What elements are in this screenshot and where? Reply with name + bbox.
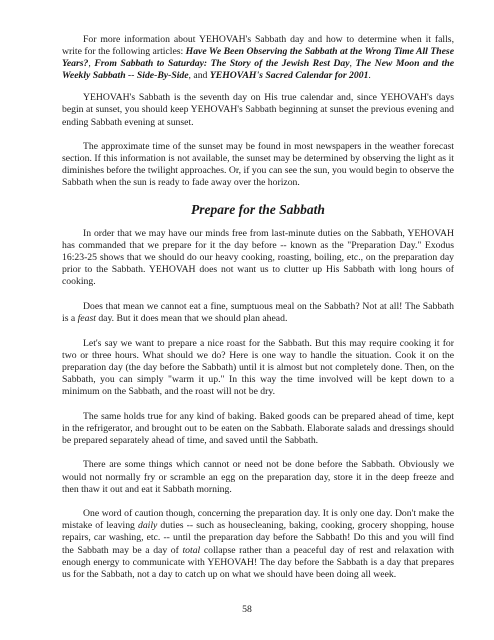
separator: , and <box>188 70 210 82</box>
separator: , <box>88 58 95 70</box>
article-title: Have We Been Observing the Sabbath at the Wrong Time All These Years? <box>62 46 455 70</box>
text: For more information about YEHOVAH's Sabbath day and how to determine when it falls, write for the following articles: <box>62 34 454 58</box>
article-title: The New Moon and the Weekly Sabbath -- Side-By-Side <box>62 58 455 82</box>
paragraph-roast: Let's say we want to prepare a nice roast for the Sabbath. But this may require cooking it for two or three hours. What should we do? Here is one way to handle the situation. Cook it on the preparation day (the day before the Sabbath) until it is almost but not completely done. Then, on the Sabbath, you can simply "warm it up." In this way the time involved will be kept down to a minimum on the Sabbath, and the roast will not be dry. <box>62 337 454 398</box>
text: day. But it does mean that we should plan ahead. <box>95 313 288 325</box>
paragraph-baking: The same holds true for any kind of baking. Baked goods can be prepared ahead of time, kept in the refrigerator, and brought out to be eaten on the Sabbath. Elaborate salads and dressings should be prepared separately ahead of time, and saved until the Sabbath. <box>62 410 454 446</box>
paragraph-caution <box>62 508 454 581</box>
text: duties -- such as housecleaning, baking, cooking, grocery shopping, house repairs, car washing, etc. -- until the preparation day before the Sabbath! Do this and you will find the Sabbath may be a day of <box>62 520 454 556</box>
emphasis: total <box>182 544 201 556</box>
emphasis: daily <box>137 520 158 532</box>
page-number: 58 <box>242 604 252 615</box>
paragraph-egg: There are some things which cannot or need not be done before the Sabbath. Obviously we would not normally fry or scramble an egg on the preparation day, store it in the deep freeze and then thaw it out and eat it Sabbath morning. <box>62 459 454 495</box>
paragraph-sunset-time: The approximate time of the sunset may be found in most newspapers in the weather forecast section. If this information is not available, the sunset may be determined by observing the light as it diminishes before the twilight approaches. Or, if you can see the sun, you would begin to observe the Sabbath when the sun is ready to fade away over the horizon. <box>62 141 454 189</box>
paragraph-further-information <box>62 34 454 82</box>
text: Does that mean we cannot eat a fine, sumptuous meal on the Sabbath? Not at all! The Sabbath is a <box>62 301 454 325</box>
text: collapse rather than a peaceful day of rest and relaxation with enough energy to communicate with YEHOVAH! The day before the Sabbath is a day that prepares us for the Sabbath, not a day to catch up on what we should have been doing all week. <box>62 544 454 580</box>
separator: . <box>368 70 371 82</box>
separator: , <box>349 58 356 70</box>
emphasis: feast <box>77 313 96 325</box>
paragraph-feast-day <box>62 301 454 325</box>
article-title: From Sabbath to Saturday: The Story of the Jewish Rest Day <box>94 58 350 70</box>
paragraph-seventh-day: YEHOVAH's Sabbath is the seventh day on His true calendar and, since YEHOVAH's days begin at sunset, you should keep YEHOVAH's Sabbath beginning at sunset the previous evening and ending Sabbath evening at sunset. <box>62 92 454 128</box>
text: One word of caution though, concerning the preparation day. It is only one day. Don't make the mistake of leaving <box>62 508 454 532</box>
section-heading: Prepare for the Sabbath <box>191 202 325 218</box>
paragraph-preparation-day: In order that we may have our minds free from last-minute duties on the Sabbath, YEHOVAH has commanded that we prepare for it the day before -- known as the "Preparation Day." Exodus 16:23-25 shows that we should do our heavy cooking, roasting, boiling, etc., on the preparation day prior to the Sabbath. YEHOVAH does not want us to clutter up His Sabbath with long hours of cooking. <box>62 228 454 288</box>
article-title: YEHOVAH's Sacred Calendar for 2001 <box>209 70 369 82</box>
